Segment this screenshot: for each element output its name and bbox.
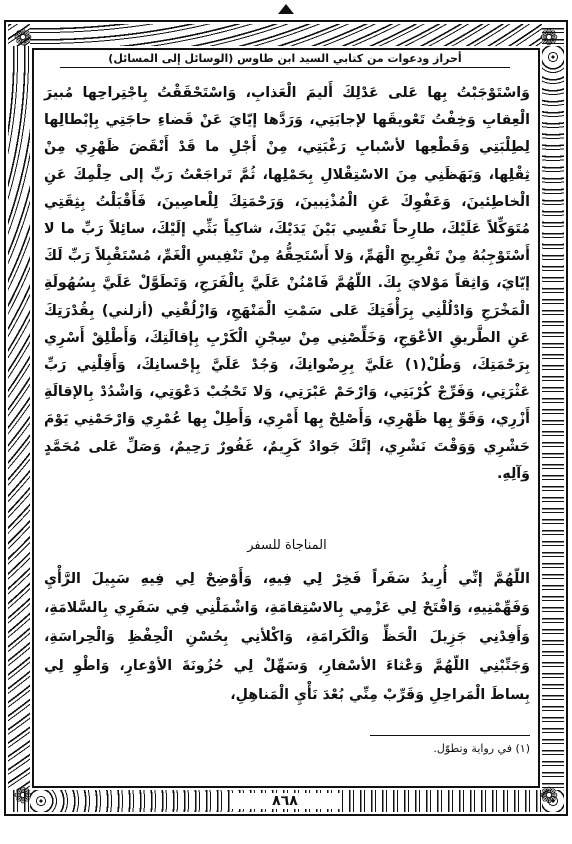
- corner-ornament-icon: ❁: [539, 26, 559, 51]
- prayer-paragraph: وَاسْتَوْجَبْتُ بِها عَلى عَدْلِكَ أَليمَ الْعَذابِ، وَاسْتَحْقَقْتُ بِاجْتِراحِها مُبيرَ الْعِقابِ وَخِفْتُ تَعْويقَها لإجابَتِي، وَرَدَّها إيّايَ عَنْ قَضاءِ حاجَتِي بِإبْطالِها لِطِلْبَتِي وَقَطْعِها لأسْبابِ رَغْبَتِي، مِنْ أَجْلِ ما قَدْ أَنْقَضَ ظَهْرِي مِنْ ثِقْلِها، وَبَهَظَنِي مِنَ الاسْتِقْلالِ بِحَمْلِها، ثُمَّ تَراجَعْتُ رَبِّ إلى حِلْمِكَ عَنِ الْخاطِئينَ، وَعَفْوِكَ عَنِ الْمُذْنِبينَ، وَرَحْمَتِكَ لِلْعاصِينَ، فَأَقْبَلْتُ بِثِقَتِي مُتَوَكِّلاً عَلَيْكَ، طارِحاً نَفْسِي بَيْنَ يَدَيْكَ، شاكِياً بَثِّي إلَيْكَ، سائِلاً رَبِّ ما لا أَسْتَوْجِبُهُ مِنْ تَفْرِيجِ الْهَمِّ، وَلا أَسْتَحِقُّهُ مِنْ تَنْفِيسِ الْغَمِّ، مُسْتَقْبِلاً رَبِّ لَكَ إيّايَ، وَاثِقاً مَوْلايَ بِكَ. اللّهُمَّ فَامْنُنْ عَلَيَّ بِالْفَرَجِ، وَتَطَوَّلْ عَلَيَّ بِسُهُولَةِ الْمَخْرَجِ وَادْلُلْنِي بِرَأْفَتِكَ عَلى سَمْتِ الْمَنْهَجِ، وَازْلُقْنِي (أزلني) بِقُدْرَتِكَ عَنِ الطَّريقِ الأعْوَجِ، وَخَلِّصْنِي مِنْ سِجْنِ الْكَرْبِ بِإقالَتِكَ، وَأَطْلِقْ أَسْرِي بِرَحْمَتِكَ، وَطُلْ(١) عَلَيَّ بِرِضْوانِكَ، وَجُدْ عَلَيَّ بِإحْسانِكَ، وَأَقِلْنِي رَبِّ عَثْرَتِي، وَفَرِّجْ كُرْبَتِي، وَارْحَمْ عَبْرَتِي، وَلا تَحْجُبْ دَعْوَتِي، وَاشْدُدْ بِالإقالَةِ أَزْرِي، وَقَوِّ بِها ظَهْرِي، وَأَصْلِحْ بِها أَمْرِي، وَأَطِلْ بِها عُمْرِي وَارْحَمْنِي يَوْمَ حَشْرِي وَوَقْتَ نَشْرِي، إنَّكَ جَوادٌ كَرِيمٌ، غَفُورٌ رَحِيمٌ، وَصَلِّ عَلى مُحَمَّدٍ وَآلِهِ.: [44, 85, 530, 482]
- corner-ornament-icon: ❁: [13, 784, 33, 809]
- top-triangle-icon: [278, 4, 294, 14]
- page-number: ٨٦٨: [230, 793, 340, 809]
- corner-ornament-icon: ❁: [13, 26, 33, 51]
- corner-ornament-icon: ❁: [539, 784, 559, 809]
- footnote-divider: [370, 735, 530, 736]
- section-title: المناجاة للسفر: [247, 538, 327, 553]
- running-header: أحراز ودعوات من كتابي السيد ابن طاوس (الوسائل إلى المسائل): [60, 52, 510, 68]
- footnote: (١) في رواية وتطوّل.: [433, 742, 530, 755]
- travel-prayer-paragraph: اللّهُمَّ إنِّي أُرِيدُ سَفَراً فَخِرْ لِي فِيهِ، وَأَوْضِحْ لِي فِيهِ سَبِيلَ الرَّأْيِ وَفَهِّمْنِيهِ، وَافْتَحْ لِي عَزْمِي بِالاسْتِقامَةِ، وَاشْمَلْنِي فِي سَفَرِي بِالسَّلامَةِ، وَأَفِدْنِي جَزِيلَ الْحَظِّ وَالْكَرامَةِ، وَاكْلأنِي بِحُسْنِ الْحِفْظِ وَالْحِراسَةِ، وَجَنِّبْنِي اللّهُمَّ وَعْثاءَ الأسْفارِ، وَسَهِّلْ لِي حُزُونَةَ الأوْعارِ، وَاطْوِ لِي بِساطَ الْمَراحِلِ وَقَرِّبْ مِنِّي بُعْدَ نَأْيِ الْمَناهِلِ،: [44, 571, 530, 703]
